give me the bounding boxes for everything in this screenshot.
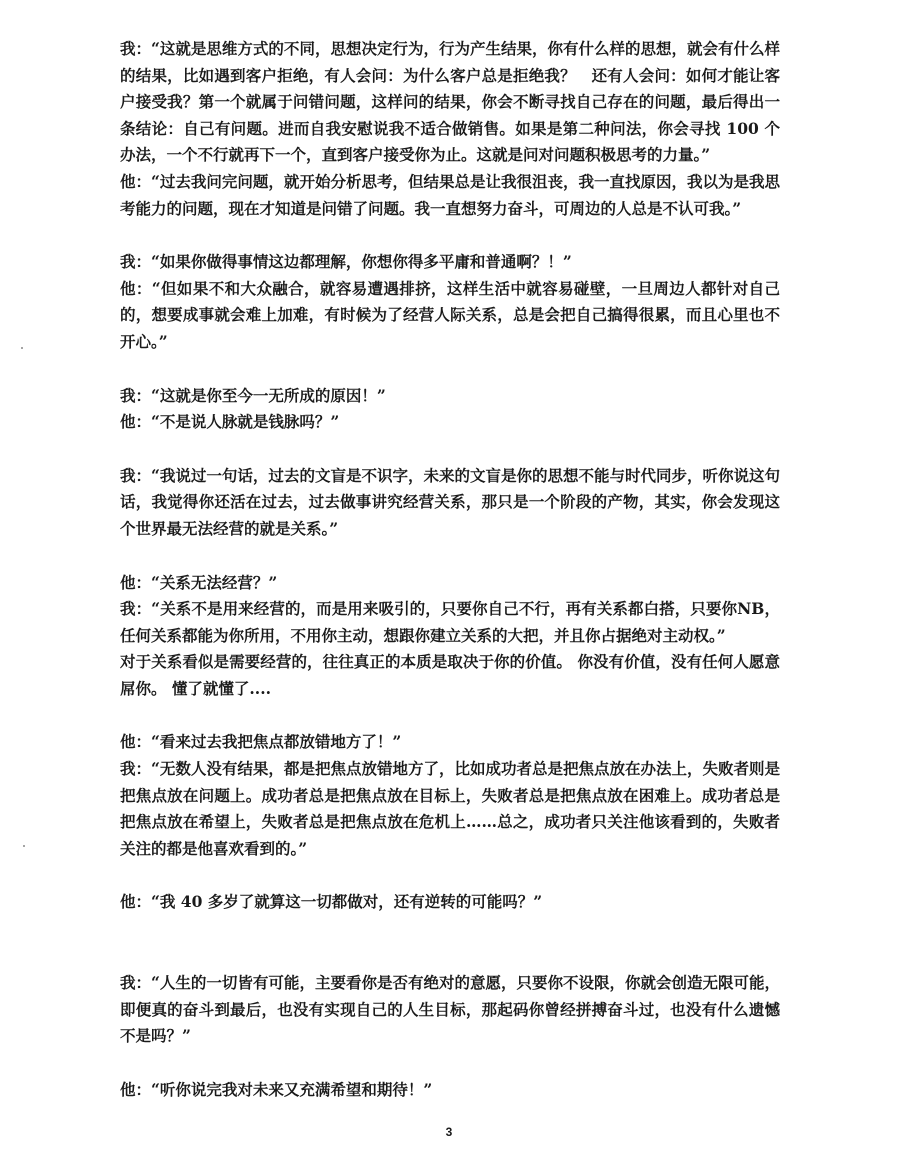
paragraph-2: 他：“过去我问完问题，就开始分析思考，但结果总是让我很沮丧，我一直找原因，我以为是我思考能力的问题，现在才知道是问错了问题。我一直想努力奋斗，可周边的人总是不认可我。” [120,171,780,218]
paragraph-3: 我：“如果你做得事情这边都理解，你想你得多平庸和普通啊？！” [120,252,572,272]
paragraph-11: 他：“看来过去我把焦点都放错地方了！” [120,732,402,752]
paragraph-9: 我：“关系不是用来经营的，而是用来吸引的，只要你自己不行，再有关系都白搭，只要你NB，任何关系都能为你所用，不用你主动，想跟你建立关系的大把，并且你占据绝对主动权。” [120,599,780,645]
paragraph-13: 他：“我 40 多岁了就算这一切都做对，还有逆转的可能吗？” [120,892,543,912]
paragraph-15: 他：“听你说完我对未来又充满希望和期待！” [120,1079,433,1099]
paragraph-10: 对于关系看似是需要经营的，往往真正的本质是取决于你的价值。 你没有价值，没有任何人愿意屌你。 懂了就懂了.... [120,652,780,698]
scan-speck [23,845,25,847]
paragraph-gap [120,356,780,383]
paragraph-8: 他：“关系无法经营？” [120,572,278,592]
paragraph-14: 我：“人生的一切皆有可能，主要看你是否有绝对的意愿，只要你不设限，你就会创造无限可能，即便真的奋斗到最后，也没有实现自己的人生目标，那起码你曾经拼搏奋斗过，也没有什么遗憾不是吗？” [120,973,780,1046]
paragraph-1: 我：“这就是思维方式的不同，思想决定行为，行为产生结果，你有什么样的思想，就会有什么样的结果，比如遇到客户拒绝，有人会问：为什么客户总是拒绝我？ 还有人会问：如何才能让客户接受我？第一个就属于问错问题，这样问的结果，你会不断寻找自己存在的问题，最后得出一条结论：自己有问题。进而自我安慰说我不适合做销售。如果是第二种问法，你会寻找 100 个办法，一个不行就再下一个，直到客户接受你为止。这就是问对问题积极思考的力量。” [120,39,780,165]
paragraph-gap [120,222,780,249]
paragraph-gap [120,702,780,729]
paragraph-gap [120,916,780,970]
paragraph-gap [120,862,780,889]
scan-speck [21,347,23,349]
paragraph-gap [120,543,780,570]
paragraph-12: 我：“无数人没有结果，都是把焦点放错地方了，比如成功者总是把焦点放在办法上，失败者则是把焦点放在问题上。成功者总是把焦点放在目标上，失败者总是把焦点放在困难上。成功者总是把焦点放在希望上，失败者总是把焦点放在危机上……总之，成功者只关注他该看到的，失败者关注的都是他喜欢看到的。” [120,759,780,858]
paragraph-gap [120,1050,780,1077]
paragraph-gap [120,436,780,463]
paragraph-5: 我：“这就是你至今一无所成的原因！” [120,385,386,405]
paragraph-4: 他：“但如果不和大众融合，就容易遭遇排挤，这样生活中就容易碰壁，一旦周边人都针对自己的，想要成事就会难上加难，有时候为了经营人际关系，总是会把自己搞得很累，而且心里也不开心。” [120,278,780,351]
paragraph-7: 我：“我说过一句话，过去的文盲是不识字，未来的文盲是你的思想不能与时代同步，听你说这句话，我觉得你还活在过去，过去做事讲究经营关系，那只是一个阶段的产物，其实，你会发现这个世界最无法经营的就是关系。” [120,465,780,538]
paragraph-6: 他：“不是说人脉就是钱脉吗？” [120,412,340,432]
document-body [120,36,780,1103]
page-number: 3 [445,1125,453,1139]
